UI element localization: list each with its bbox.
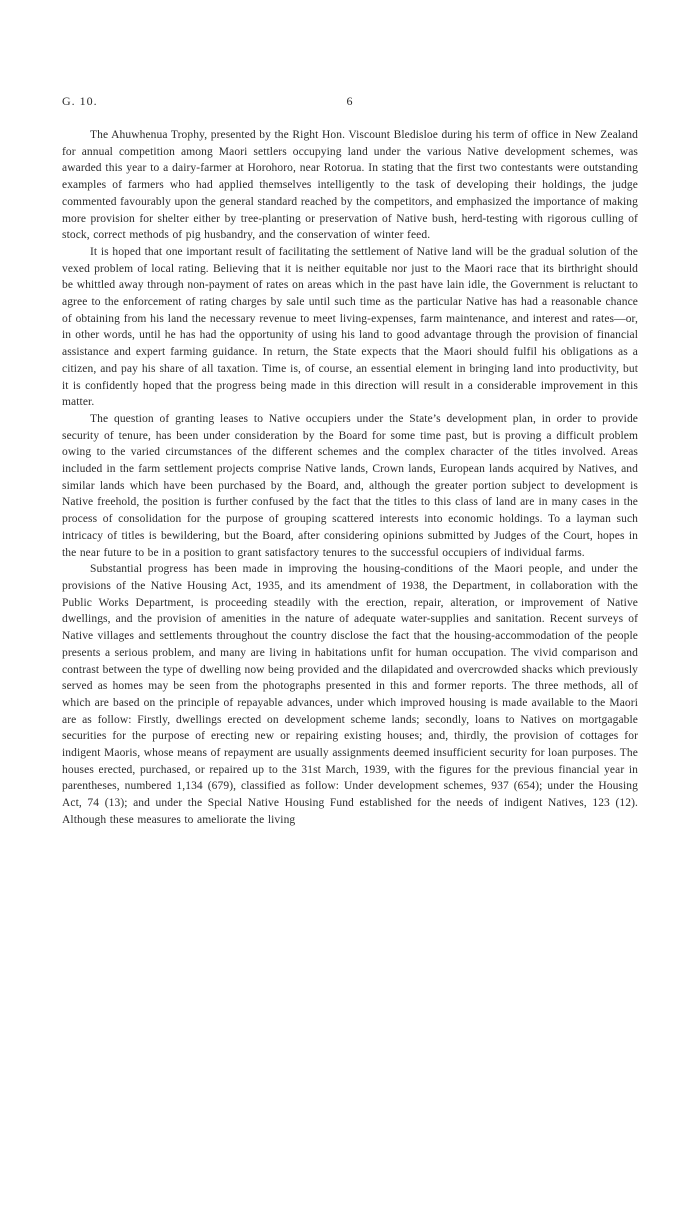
page-number: 6 <box>346 94 354 108</box>
paragraph-leases-tenure: The question of granting leases to Native occupiers under the State’s development plan, in order to provide security of tenure, has been under consideration by the Board for some time past, but is proving a difficult problem owing to the varied circumstances of the different schemes and the complex character of the titles involved. Areas included in the farm settlement projects comprise Native lands, Crown lands, European lands acquired by Natives, and similar lands which have been purchased by the Board, and, although the greater portion subject to development is Native freehold, the position is further confused by the fact that the titles to this class of land are in many cases in the process of consolidation for the purpose of grouping scattered interests into economic holdings. To a layman such intricacy of titles is bewildering, but the Board, after considering opinions submitted by Judges of the Court, hopes in the near future to be in a position to grant satisfactory tenures to the successful occupiers of individual farms. <box>62 412 638 559</box>
paragraph-ahuwhenua-trophy: The Ahuwhenua Trophy, presented by the Right Hon. Viscount Bledisloe during his term of office in New Zealand for annual competition among Maori settlers occupying land under the various Native development schemes, was awarded this year to a dairy-farmer at Horohoro, near Rotorua. In stating that the first two contestants were outstanding examples of farmers who had applied themselves intelligently to the task of developing their holdings, the judge commented favourably upon the general standard reached by the competitors, and emphasized the importance of making more provision for shelter either by tree-planting or preservation of Native bush, herd-testing with rigorous culling of stock, correct methods of pig husbandry, and the conservation of winter feed. <box>62 129 638 242</box>
body-text <box>62 127 638 829</box>
document-reference: G. 10. <box>62 94 98 108</box>
page-header <box>62 94 638 110</box>
paragraph-local-rating: It is hoped that one important result of facilitating the settlement of Native land will be the gradual solution of the vexed problem of local rating. Believing that it is neither equitable nor just to the Maori race that its birthright should be whittled away through non-payment of rates on areas which in the past have lain idle, the Government is reluctant to agree to the enforcement of rating charges by sale until such time as the particular Native has had a reasonable chance of obtaining from his land the necessary revenue to meet living-expenses, farm maintenance, and interest and rates—or, in other words, until he has had the opportunity of using his land to good advantage through the provision of financial assistance and expert farming guidance. In return, the State expects that the Maori should fulfil his obligations as a citizen, and pay his share of all taxation. Time is, of course, an essential element in bringing land into productivity, but it is confidently hoped that the progress being made in this direction will result in a considerable improvement in this matter. <box>62 245 638 409</box>
paragraph-housing-conditions: Substantial progress has been made in improving the housing-conditions of the Maori people, and under the provisions of the Native Housing Act, 1935, and its amendment of 1938, the Department, in collaboration with the Public Works Department, is proceeding steadily with the erection, repair, alteration, or improvement of Native dwellings, and the provision of amenities in the nature of adequate water-supplies and sanitation. Recent surveys of Native villages and settlements throughout the country disclose the fact that the housing-accommodation of the people presents a serious problem, and many are living in habitations unfit for human occupation. The vivid comparison and contrast between the type of dwelling now being provided and the dilapidated and overcrowded shacks which previously served as homes may be seen from the photographs presented in this and former reports. The three methods, all of which are based on the principle of repayable advances, under which improved housing is made available to the Maori are as follow: Firstly, dwellings erected on development scheme lands; secondly, loans to Natives on mortgagable securities for the purpose of erecting new or repairing existing houses; and, thirdly, the provision of cottages for indigent Maoris, whose means of repayment are usually assignments deemed insufficient security for loan purposes. The houses erected, purchased, or repaired up to the 31st March, 1939, with the figures for the previous financial year in parentheses, numbered 1,134 (679), classified as follow: Under development schemes, 937 (654); under the Housing Act, 74 (13); and under the Special Native Housing Fund established for the needs of indigent Natives, 123 (12). Although these measures to ameliorate the living <box>62 563 638 826</box>
